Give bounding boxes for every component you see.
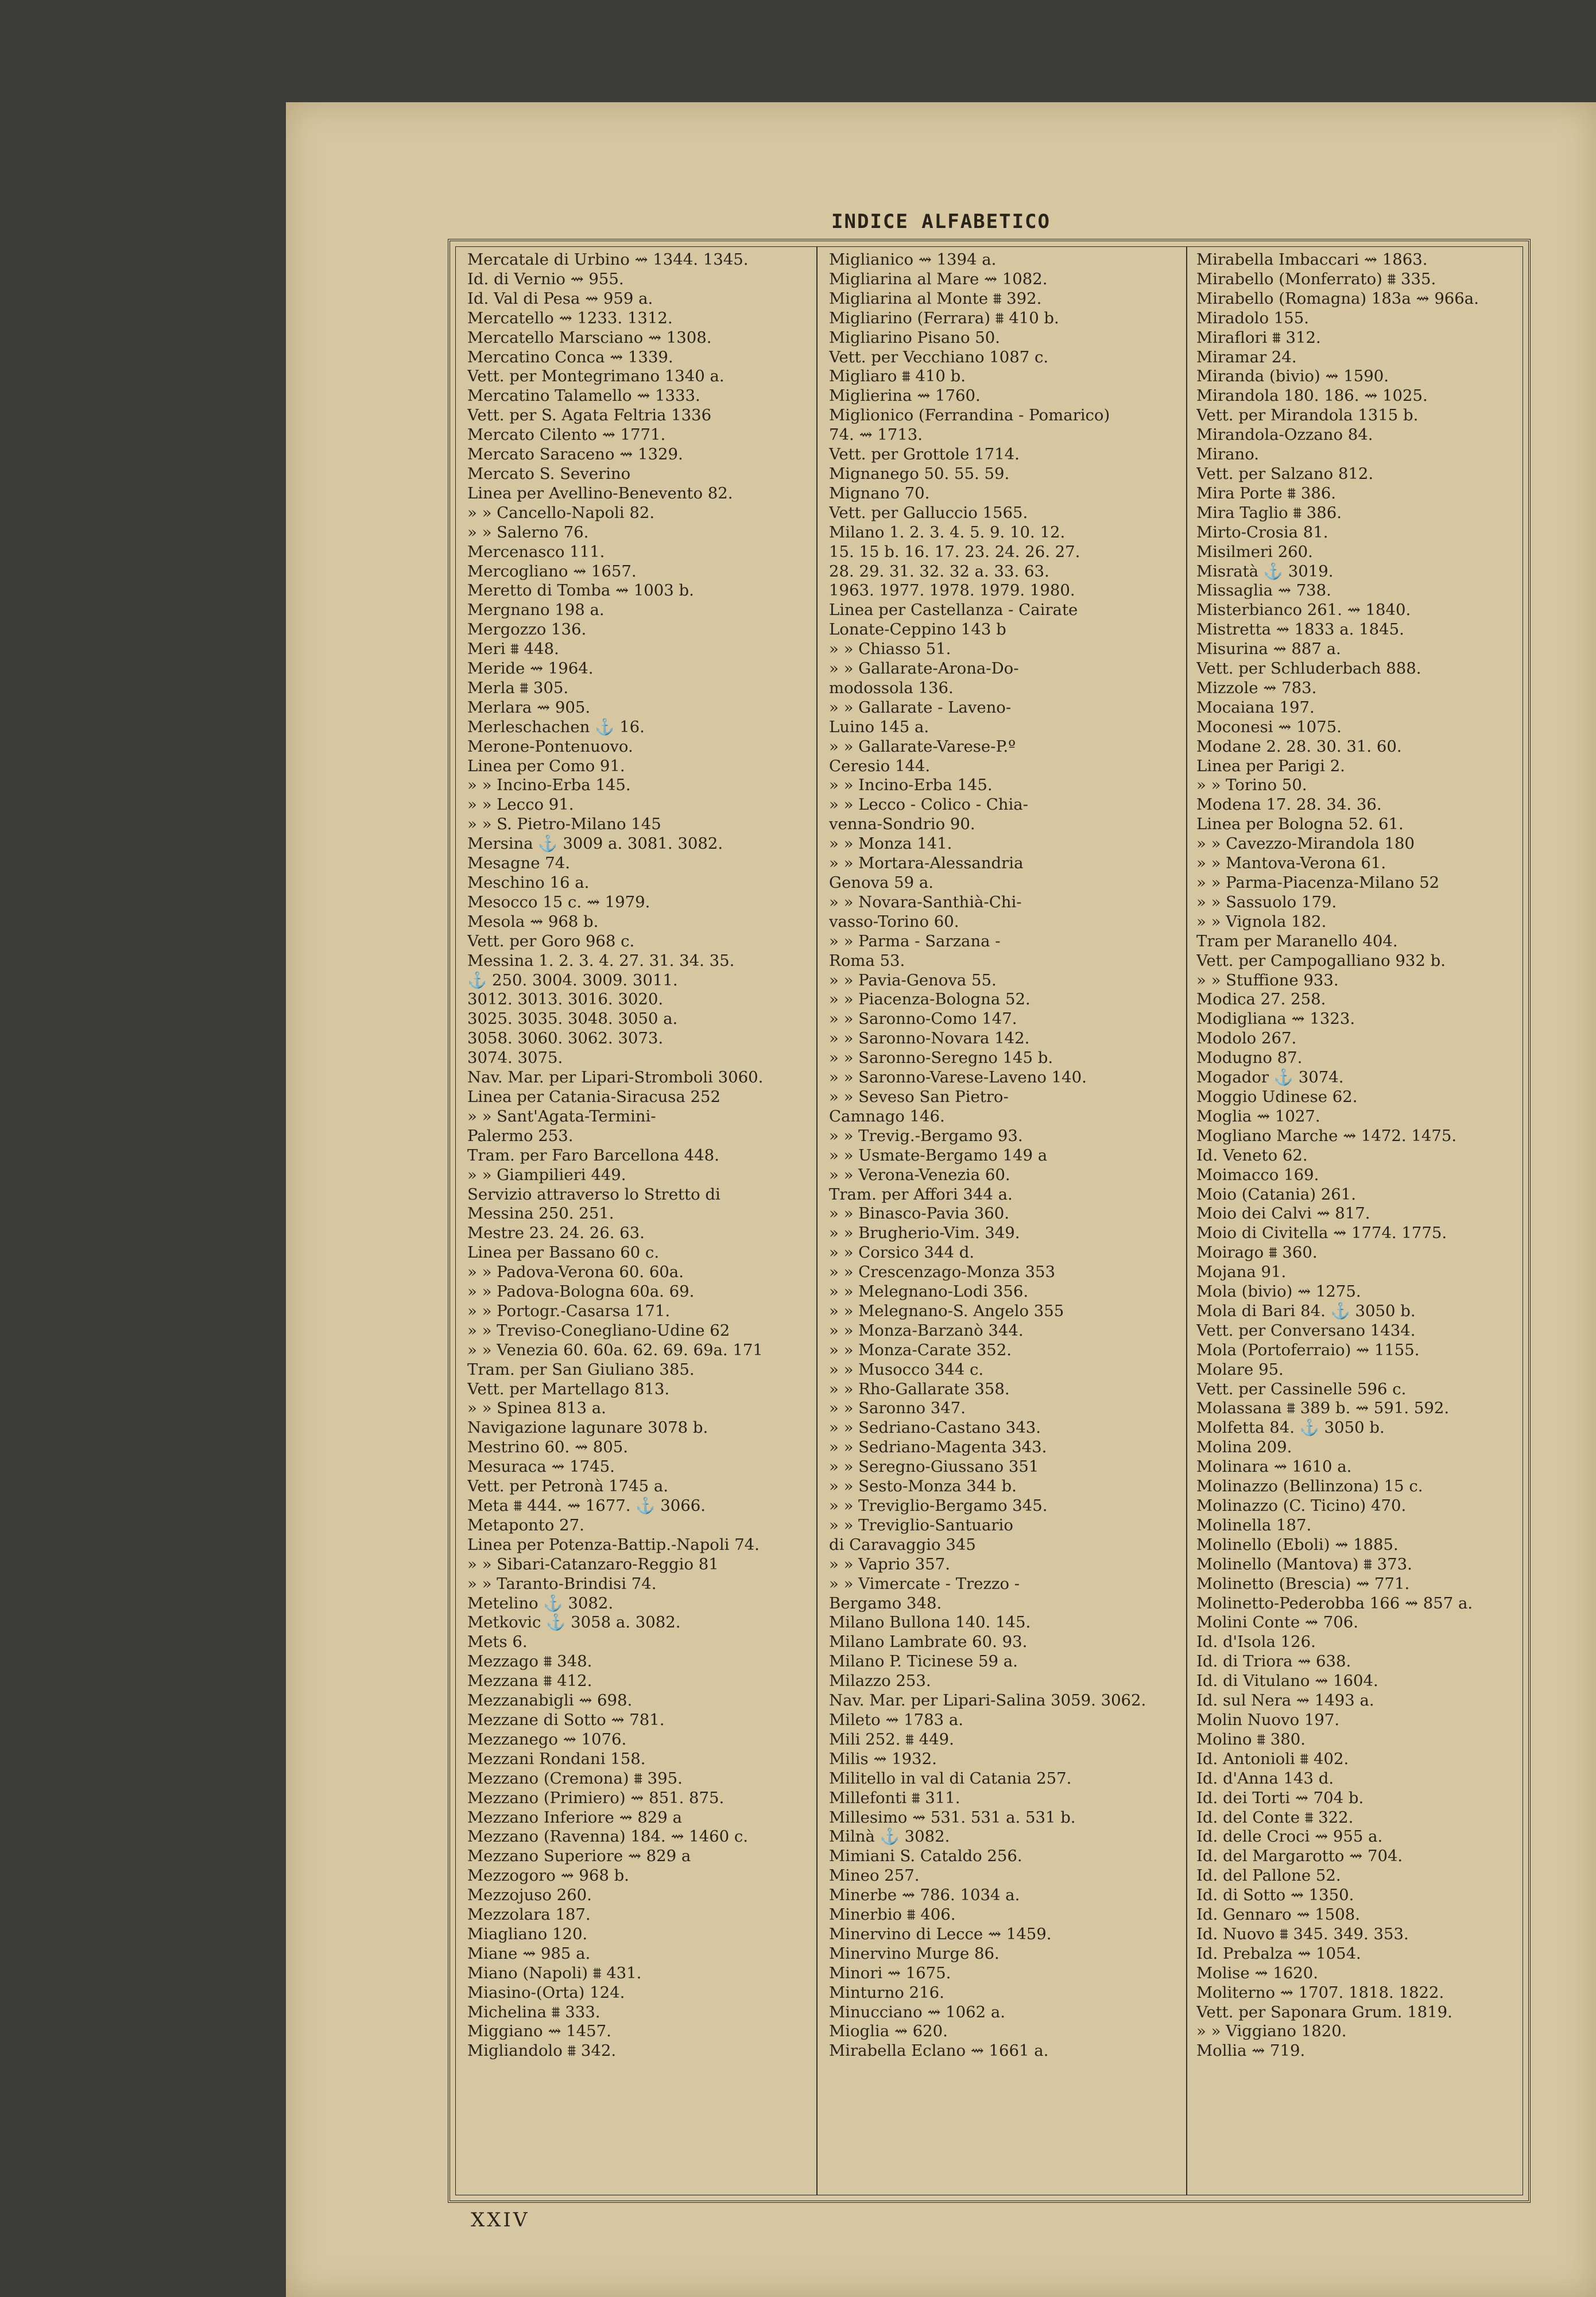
index-entry: Molinello (Eboli) ⇝ 1885. bbox=[1196, 1535, 1399, 1554]
index-entry: Molini Conte ⇝ 706. bbox=[1196, 1613, 1358, 1632]
index-entry: Luino 145 a. bbox=[829, 717, 929, 736]
index-entry: Palermo 253. bbox=[467, 1126, 574, 1145]
index-entry: vasso-Torino 60. bbox=[829, 912, 959, 931]
column-divider bbox=[1186, 247, 1187, 2195]
index-entry: » » Treviso-Conegliano-Udine 62 bbox=[467, 1321, 730, 1340]
index-entry: Mezzago ⩩ 348. bbox=[467, 1652, 592, 1671]
index-entry: Mirano. bbox=[1196, 445, 1260, 464]
index-entry: Genova 59 a. bbox=[829, 873, 934, 892]
index-entry: » » Viggiano 1820. bbox=[1196, 2022, 1347, 2041]
index-entry: Migliarino Pisano 50. bbox=[829, 328, 1001, 347]
index-entry: Meta ⩩ 444. ⇝ 1677. ⚓ 3066. bbox=[467, 1496, 706, 1515]
index-entry: Mersina ⚓ 3009 a. 3081. 3082. bbox=[467, 834, 723, 853]
index-entry: » » Rho-Gallarate 358. bbox=[829, 1379, 1010, 1398]
index-entry: Vett. per S. Agata Feltria 1336 bbox=[467, 406, 712, 425]
index-entry: Miasino-(Orta) 124. bbox=[467, 1983, 625, 2002]
index-entry: Miano (Napoli) ⩩ 431. bbox=[467, 1963, 642, 1982]
index-entry: » » Monza-Carate 352. bbox=[829, 1340, 1012, 1359]
index-entry: » » Piacenza-Bologna 52. bbox=[829, 990, 1031, 1009]
index-entry: Molise ⇝ 1620. bbox=[1196, 1963, 1318, 1982]
index-entry: Migliarina al Monte ⩩ 392. bbox=[829, 289, 1042, 308]
index-entry: Molin Nuovo 197. bbox=[1196, 1710, 1340, 1729]
index-entry: ⚓ 250. 3004. 3009. 3011. bbox=[467, 970, 678, 989]
index-entry: Roma 53. bbox=[829, 951, 905, 970]
index-entry: Mioglia ⇝ 620. bbox=[829, 2022, 948, 2041]
index-entry: Id. di Triora ⇝ 638. bbox=[1196, 1652, 1351, 1671]
index-entry: Misratà ⚓ 3019. bbox=[1196, 562, 1334, 581]
index-entry: » » Vaprio 357. bbox=[829, 1554, 950, 1573]
index-entry: Mercatale di Urbino ⇝ 1344. 1345. bbox=[467, 250, 749, 269]
index-entry: Misterbianco 261. ⇝ 1840. bbox=[1196, 601, 1411, 620]
index-entry: » » Salerno 76. bbox=[467, 523, 589, 542]
index-entry: Vett. per Cassinelle 596 c. bbox=[1196, 1379, 1407, 1398]
index-entry: Mili 252. ⩩ 449. bbox=[829, 1730, 954, 1749]
index-entry: Mirabello (Monferrato) ⩩ 335. bbox=[1196, 269, 1436, 288]
index-entry: Milazzo 253. bbox=[829, 1672, 931, 1691]
index-entry: Migliandolo ⩩ 342. bbox=[467, 2041, 617, 2060]
index-entry: Mojana 91. bbox=[1196, 1263, 1287, 1282]
index-entry: Linea per Parigi 2. bbox=[1196, 756, 1345, 775]
index-entry: Mistretta ⇝ 1833 a. 1845. bbox=[1196, 620, 1404, 639]
index-entry: Bergamo 348. bbox=[829, 1594, 942, 1612]
index-entry: Migliarina al Mare ⇝ 1082. bbox=[829, 269, 1048, 288]
index-entry: » » Melegnano-Lodi 356. bbox=[829, 1282, 1029, 1301]
index-entry: Id. Gennaro ⇝ 1508. bbox=[1196, 1905, 1360, 1924]
index-entry: Linea per Bassano 60 c. bbox=[467, 1243, 660, 1262]
index-entry: Vett. per Grottole 1714. bbox=[829, 445, 1020, 464]
index-entry: » » Padova-Verona 60. 60a. bbox=[467, 1263, 684, 1282]
index-entry: Linea per Potenza-Battip.-Napoli 74. bbox=[467, 1535, 760, 1554]
index-entry: Molinella 187. bbox=[1196, 1515, 1312, 1534]
index-entry: Ceresio 144. bbox=[829, 756, 931, 775]
index-entry: 3025. 3035. 3048. 3050 a. bbox=[467, 1010, 678, 1028]
index-entry: Molinello (Mantova) ⩩ 373. bbox=[1196, 1554, 1412, 1573]
index-entry: Milis ⇝ 1932. bbox=[829, 1749, 937, 1768]
index-entry: Mets 6. bbox=[467, 1633, 528, 1652]
index-entry: Mezzano (Ravenna) 184. ⇝ 1460 c. bbox=[467, 1827, 748, 1846]
index-entry: Miagliano 120. bbox=[467, 1924, 588, 1943]
index-entry: Misurina ⇝ 887 a. bbox=[1196, 640, 1341, 659]
index-entry: Lonate-Ceppino 143 b bbox=[829, 620, 1006, 639]
index-entry: Mocaiana 197. bbox=[1196, 698, 1315, 717]
index-entry: Minerbio ⩩ 406. bbox=[829, 1905, 956, 1924]
index-entry: Merlara ⇝ 905. bbox=[467, 698, 591, 717]
index-entry: Mesagne 74. bbox=[467, 854, 571, 873]
index-entry: Meride ⇝ 1964. bbox=[467, 659, 594, 678]
index-entry: Id. dei Torti ⇝ 704 b. bbox=[1196, 1788, 1364, 1807]
index-entry: Meschino 16 a. bbox=[467, 873, 590, 892]
index-entry: Mignano 70. bbox=[829, 484, 930, 502]
index-entry: » » Chiasso 51. bbox=[829, 640, 951, 659]
index-entry: » » Treviglio-Bergamo 345. bbox=[829, 1496, 1048, 1515]
index-entry: Miradolo 155. bbox=[1196, 308, 1309, 327]
index-entry: Modica 27. 258. bbox=[1196, 990, 1326, 1009]
index-entry: » » Cancello-Napoli 82. bbox=[467, 503, 655, 522]
index-entry: Mollia ⇝ 719. bbox=[1196, 2041, 1306, 2060]
index-entry: Minturno 216. bbox=[829, 1983, 944, 2002]
index-entry: Vett. per Martellago 813. bbox=[467, 1379, 670, 1398]
index-entry: Migliarino (Ferrara) ⩩ 410 b. bbox=[829, 308, 1059, 327]
index-entry: Tram. per Affori 344 a. bbox=[829, 1185, 1013, 1204]
index-entry: Mola di Bari 84. ⚓ 3050 b. bbox=[1196, 1301, 1416, 1320]
index-entry: Meri ⩩ 448. bbox=[467, 640, 559, 659]
index-entry: » » Novara-Santhià-Chi- bbox=[829, 892, 1022, 911]
index-entry: Modena 17. 28. 34. 36. bbox=[1196, 795, 1382, 814]
index-entry: Id. Prebalza ⇝ 1054. bbox=[1196, 1944, 1361, 1963]
index-entry: Mezzolara 187. bbox=[467, 1905, 591, 1924]
index-entry: Vett. per Campogalliano 932 b. bbox=[1196, 951, 1446, 970]
index-entry: Mezzani Rondani 158. bbox=[467, 1749, 646, 1768]
index-entry: Mirabella Imbaccari ⇝ 1863. bbox=[1196, 250, 1428, 269]
index-entry: Mercatino Conca ⇝ 1339. bbox=[467, 347, 673, 366]
index-entry: Id. del Pallone 52. bbox=[1196, 1866, 1341, 1885]
index-entry: » » Brugherio-Vim. 349. bbox=[829, 1224, 1020, 1243]
index-entry: Mimiani S. Cataldo 256. bbox=[829, 1847, 1022, 1866]
index-entry: Id. Veneto 62. bbox=[1196, 1146, 1308, 1165]
index-entry: Mercato Cilento ⇝ 1771. bbox=[467, 426, 666, 444]
index-entry: » » Vimercate - Trezzo - bbox=[829, 1574, 1020, 1593]
index-entry: Vett. per Saponara Grum. 1819. bbox=[1196, 2002, 1452, 2021]
index-entry: Miranda (bivio) ⇝ 1590. bbox=[1196, 367, 1389, 386]
page-number: XXIV bbox=[471, 2209, 530, 2232]
index-entry: Milnà ⚓ 3082. bbox=[829, 1827, 950, 1846]
index-entry: » » Saronno-Seregno 145 b. bbox=[829, 1049, 1053, 1068]
index-entry: 15. 15 b. 16. 17. 23. 24. 26. 27. bbox=[829, 542, 1080, 561]
index-entry: venna-Sondrio 90. bbox=[829, 815, 975, 834]
index-entry: Linea per Como 91. bbox=[467, 756, 625, 775]
index-entry: Molassana ⩩ 389 b. ⇝ 591. 592. bbox=[1196, 1399, 1450, 1418]
index-entry: Mirto-Crosia 81. bbox=[1196, 523, 1328, 542]
index-entry: Metaponto 27. bbox=[467, 1515, 584, 1534]
index-entry: » » Saronno-Varese-Laveno 140. bbox=[829, 1068, 1087, 1087]
index-entry: Linea per Castellanza - Cairate bbox=[829, 601, 1078, 620]
index-entry: Id. del Margarotto ⇝ 704. bbox=[1196, 1847, 1403, 1866]
index-entry: di Caravaggio 345 bbox=[829, 1535, 976, 1554]
index-entry: Moliterno ⇝ 1707. 1818. 1822. bbox=[1196, 1983, 1444, 2002]
index-entry: » » Pavia-Genova 55. bbox=[829, 970, 997, 989]
index-entry: » » Sibari-Catanzaro-Reggio 81 bbox=[467, 1554, 719, 1573]
index-page bbox=[286, 102, 1596, 2297]
index-entry: » » Monza-Barzanò 344. bbox=[829, 1321, 1024, 1340]
index-entry: Nav. Mar. per Lipari-Stromboli 3060. bbox=[467, 1068, 764, 1087]
index-entry: Moglia ⇝ 1027. bbox=[1196, 1107, 1320, 1126]
index-entry: » » Verona-Venezia 60. bbox=[829, 1165, 1010, 1184]
index-entry: » » Saronno 347. bbox=[829, 1399, 966, 1418]
index-entry: » » Venezia 60. 60a. 62. 69. 69a. 171 bbox=[467, 1340, 763, 1359]
index-entry: » » Treviglio-Santuario bbox=[829, 1515, 1013, 1534]
index-entry: 3074. 3075. bbox=[467, 1049, 563, 1068]
index-entry: Mezzano Inferiore ⇝ 829 a bbox=[467, 1808, 682, 1827]
index-entry: Mezzogoro ⇝ 968 b. bbox=[467, 1866, 629, 1885]
index-entry: Minervino di Lecce ⇝ 1459. bbox=[829, 1924, 1052, 1943]
column-divider bbox=[816, 247, 818, 2195]
index-entry: » » Sassuolo 179. bbox=[1196, 892, 1337, 911]
index-entry: Mezzano Superiore ⇝ 829 a bbox=[467, 1847, 691, 1866]
index-entry: Mercato S. Severino bbox=[467, 464, 631, 483]
index-entry: Miramar 24. bbox=[1196, 347, 1297, 366]
index-entry: Mezzanego ⇝ 1076. bbox=[467, 1730, 627, 1749]
index-entry: Id. d'Anna 143 d. bbox=[1196, 1769, 1334, 1788]
index-entry: 1963. 1977. 1978. 1979. 1980. bbox=[829, 581, 1075, 600]
index-entry: Milano Bullona 140. 145. bbox=[829, 1613, 1031, 1632]
index-entry: Modigliana ⇝ 1323. bbox=[1196, 1010, 1355, 1028]
index-entry: Mercato Saraceno ⇝ 1329. bbox=[467, 445, 683, 464]
index-entry: Id. del Conte ⩩ 322. bbox=[1196, 1808, 1354, 1827]
index-entry: Miane ⇝ 985 a. bbox=[467, 1944, 591, 1963]
index-entry: Linea per Avellino-Benevento 82. bbox=[467, 484, 733, 502]
index-entry: Molinetto (Brescia) ⇝ 771. bbox=[1196, 1574, 1410, 1593]
index-entry: Messina 1. 2. 3. 4. 27. 31. 34. 35. bbox=[467, 951, 735, 970]
index-entry: Milano Lambrate 60. 93. bbox=[829, 1633, 1028, 1652]
index-entry: Vett. per Vecchiano 1087 c. bbox=[829, 347, 1049, 366]
index-entry: » » Gallarate-Varese-P.º bbox=[829, 737, 1016, 756]
index-entry: Mezzojuso 260. bbox=[467, 1886, 592, 1905]
index-entry: Id. di Sotto ⇝ 1350. bbox=[1196, 1886, 1354, 1905]
index-entry: » » Gallarate - Laveno- bbox=[829, 698, 1012, 717]
index-entry: modossola 136. bbox=[829, 678, 954, 697]
index-entry: » » Padova-Bologna 60a. 69. bbox=[467, 1282, 695, 1301]
index-entry: 3012. 3013. 3016. 3020. bbox=[467, 990, 664, 1009]
index-entry: Missaglia ⇝ 738. bbox=[1196, 581, 1331, 600]
index-entry: » » Torino 50. bbox=[1196, 776, 1307, 795]
index-entry: Id. di Vernio ⇝ 955. bbox=[467, 269, 624, 288]
index-entry: » » Saronno-Como 147. bbox=[829, 1010, 1017, 1028]
index-entry: » » Lecco - Colico - Chia- bbox=[829, 795, 1028, 814]
index-entry: Merone-Pontenuovo. bbox=[467, 737, 633, 756]
index-entry: Molinazzo (C. Ticino) 470. bbox=[1196, 1496, 1407, 1515]
index-entry: Molina 209. bbox=[1196, 1438, 1292, 1457]
index-frame bbox=[448, 239, 1531, 2203]
index-entry: Mirabello (Romagna) 183a ⇝ 966a. bbox=[1196, 289, 1479, 308]
index-entry: Mestrino 60. ⇝ 805. bbox=[467, 1438, 629, 1457]
index-entry: Id. Antonioli ⩩ 402. bbox=[1196, 1749, 1349, 1768]
index-entry: » » Seregno-Giussano 351 bbox=[829, 1457, 1039, 1476]
index-entry: » » Musocco 344 c. bbox=[829, 1360, 984, 1379]
index-entry: Molinara ⇝ 1610 a. bbox=[1196, 1457, 1352, 1476]
index-entry: 74. ⇝ 1713. bbox=[829, 426, 923, 444]
index-entry: Misilmeri 260. bbox=[1196, 542, 1313, 561]
index-entry: Migliaro ⩩ 410 b. bbox=[829, 367, 966, 386]
index-entry: Milano P. Ticinese 59 a. bbox=[829, 1652, 1018, 1671]
index-entry: Modolo 267. bbox=[1196, 1029, 1297, 1048]
index-entry: Tram. per San Giuliano 385. bbox=[467, 1360, 695, 1379]
index-column-3 bbox=[1196, 250, 1525, 2191]
index-entry: Metelino ⚓ 3082. bbox=[467, 1594, 614, 1612]
index-entry: » » Sedriano-Magenta 343. bbox=[829, 1438, 1047, 1457]
index-entry: Vett. per Conversano 1434. bbox=[1196, 1321, 1416, 1340]
index-entry: » » Taranto-Brindisi 74. bbox=[467, 1574, 657, 1593]
index-entry: Miggiano ⇝ 1457. bbox=[467, 2022, 611, 2041]
index-entry: Minucciano ⇝ 1062 a. bbox=[829, 2002, 1006, 2021]
index-entry: » » Gallarate-Arona-Do- bbox=[829, 659, 1019, 678]
index-entry: » » Cavezzo-Mirandola 180 bbox=[1196, 834, 1415, 853]
index-entry: Michelina ⩩ 333. bbox=[467, 2002, 601, 2021]
index-entry: Moirago ⩩ 360. bbox=[1196, 1243, 1318, 1262]
index-entry: » » Giampilieri 449. bbox=[467, 1165, 626, 1184]
index-entry: Mirandola-Ozzano 84. bbox=[1196, 426, 1373, 444]
index-entry: Mercogliano ⇝ 1657. bbox=[467, 562, 637, 581]
index-entry: 3058. 3060. 3062. 3073. bbox=[467, 1029, 664, 1048]
index-entry: » » Crescenzago-Monza 353 bbox=[829, 1263, 1055, 1282]
index-entry: Minerbe ⇝ 786. 1034 a. bbox=[829, 1886, 1020, 1905]
index-entry: Mesocco 15 c. ⇝ 1979. bbox=[467, 892, 650, 911]
index-entry: Mercatello Marsciano ⇝ 1308. bbox=[467, 328, 712, 347]
index-entry: Moio di Civitella ⇝ 1774. 1775. bbox=[1196, 1224, 1447, 1243]
index-entry: Molfetta 84. ⚓ 3050 b. bbox=[1196, 1418, 1385, 1437]
index-entry: Id. delle Croci ⇝ 955 a. bbox=[1196, 1827, 1383, 1846]
index-entry: » » Trevig.-Bergamo 93. bbox=[829, 1126, 1023, 1145]
index-entry: Servizio attraverso lo Stretto di bbox=[467, 1185, 720, 1204]
index-entry: Mirandola 180. 186. ⇝ 1025. bbox=[1196, 386, 1428, 405]
index-entry: Id. Nuovo ⩩ 345. 349. 353. bbox=[1196, 1924, 1409, 1943]
index-entry: Modugno 87. bbox=[1196, 1049, 1303, 1068]
index-entry: Mercatello ⇝ 1233. 1312. bbox=[467, 308, 673, 327]
index-entry: Mogador ⚓ 3074. bbox=[1196, 1068, 1344, 1087]
index-entry: » » Binasco-Pavia 360. bbox=[829, 1204, 1009, 1223]
index-entry: Moio (Catania) 261. bbox=[1196, 1185, 1357, 1204]
index-entry: Vett. per Schluderbach 888. bbox=[1196, 659, 1421, 678]
index-entry: Mira Porte ⩩ 386. bbox=[1196, 484, 1337, 502]
index-entry: Mercatino Talamello ⇝ 1333. bbox=[467, 386, 700, 405]
index-entry: Mezzano (Primiero) ⇝ 851. 875. bbox=[467, 1788, 725, 1807]
index-entry: » » Saronno-Novara 142. bbox=[829, 1029, 1030, 1048]
index-entry: Miglierina ⇝ 1760. bbox=[829, 386, 981, 405]
index-entry: Mesola ⇝ 968 b. bbox=[467, 912, 599, 931]
index-entry: » » Incino-Erba 145. bbox=[467, 776, 631, 795]
index-entry: Milano 1. 2. 3. 4. 5. 9. 10. 12. bbox=[829, 523, 1066, 542]
index-entry: Id. Val di Pesa ⇝ 959 a. bbox=[467, 289, 653, 308]
index-entry: Mergozzo 136. bbox=[467, 620, 587, 639]
index-entry: » » Lecco 91. bbox=[467, 795, 574, 814]
index-entry: Vett. per Mirandola 1315 b. bbox=[1196, 406, 1419, 425]
index-entry: » » Vignola 182. bbox=[1196, 912, 1327, 931]
index-entry: » » Mantova-Verona 61. bbox=[1196, 854, 1386, 873]
index-entry: Moio dei Calvi ⇝ 817. bbox=[1196, 1204, 1370, 1223]
index-entry: Miglionico (Ferrandina - Pomarico) bbox=[829, 406, 1110, 425]
index-entry: Moimacco 169. bbox=[1196, 1165, 1319, 1184]
index-entry: Miglianico ⇝ 1394 a. bbox=[829, 250, 997, 269]
index-entry: Vett. per Montegrimano 1340 a. bbox=[467, 367, 725, 386]
index-entry: Mileto ⇝ 1783 a. bbox=[829, 1710, 964, 1729]
index-entry: » » Seveso San Pietro- bbox=[829, 1087, 1009, 1106]
index-entry: » » Monza 141. bbox=[829, 834, 952, 853]
index-entry: Mogliano Marche ⇝ 1472. 1475. bbox=[1196, 1126, 1457, 1145]
index-entry: Vett. per Salzano 812. bbox=[1196, 464, 1374, 483]
index-entry: Metkovic ⚓ 3058 a. 3082. bbox=[467, 1613, 681, 1632]
index-entry: Modane 2. 28. 30. 31. 60. bbox=[1196, 737, 1402, 756]
index-entry: Linea per Bologna 52. 61. bbox=[1196, 815, 1404, 834]
index-entry: » » S. Pietro-Milano 145 bbox=[467, 815, 661, 834]
index-entry: Moggio Udinese 62. bbox=[1196, 1087, 1358, 1106]
index-entry: Mira Taglio ⩩ 386. bbox=[1196, 503, 1342, 522]
index-entry: » » Parma - Sarzana - bbox=[829, 931, 1001, 950]
index-entry: Camnago 146. bbox=[829, 1107, 945, 1126]
index-column-1 bbox=[467, 250, 806, 2191]
index-entry: Mesuraca ⇝ 1745. bbox=[467, 1457, 615, 1476]
index-entry: Minervino Murge 86. bbox=[829, 1944, 1000, 1963]
index-entry: » » Incino-Erba 145. bbox=[829, 776, 993, 795]
index-entry: Mezzana ⩩ 412. bbox=[467, 1672, 592, 1691]
index-entry: Mezzanabigli ⇝ 698. bbox=[467, 1691, 633, 1710]
index-entry: Minori ⇝ 1675. bbox=[829, 1963, 951, 1982]
index-entry: Vett. per Petronà 1745 a. bbox=[467, 1477, 668, 1496]
index-entry: » » Usmate-Bergamo 149 a bbox=[829, 1146, 1048, 1165]
index-entry: » » Parma-Piacenza-Milano 52 bbox=[1196, 873, 1440, 892]
index-entry: » » Sant'Agata-Termini- bbox=[467, 1107, 656, 1126]
index-entry: Mergnano 198 a. bbox=[467, 601, 605, 620]
index-entry: Merla ⩩ 305. bbox=[467, 678, 569, 697]
index-entry: Messina 250. 251. bbox=[467, 1204, 614, 1223]
index-entry: Mola (bivio) ⇝ 1275. bbox=[1196, 1282, 1361, 1301]
index-entry: » » Sesto-Monza 344 b. bbox=[829, 1477, 1017, 1496]
index-entry: Mirabella Eclano ⇝ 1661 a. bbox=[829, 2041, 1049, 2060]
index-entry: Mercenasco 111. bbox=[467, 542, 605, 561]
index-entry: Molinetto-Pederobba 166 ⇝ 857 a. bbox=[1196, 1594, 1473, 1612]
page-header: INDICE ALFABETICO bbox=[831, 210, 1051, 233]
index-entry: » » Corsico 344 d. bbox=[829, 1243, 975, 1262]
index-entry: Mola (Portoferraio) ⇝ 1155. bbox=[1196, 1340, 1420, 1359]
index-entry: » » Spinea 813 a. bbox=[467, 1399, 606, 1418]
index-entry: Tram. per Faro Barcellona 448. bbox=[467, 1146, 719, 1165]
index-entry: Id. sul Nera ⇝ 1493 a. bbox=[1196, 1691, 1374, 1710]
index-entry: » » Sedriano-Castano 343. bbox=[829, 1418, 1041, 1437]
index-entry: Molinazzo (Bellinzona) 15 c. bbox=[1196, 1477, 1423, 1496]
index-entry: Id. d'Isola 126. bbox=[1196, 1633, 1316, 1652]
index-entry: Mizzole ⇝ 783. bbox=[1196, 678, 1317, 697]
index-entry: Miraflori ⩩ 312. bbox=[1196, 328, 1321, 347]
index-entry: Vett. per Goro 968 c. bbox=[467, 931, 635, 950]
index-entry: Millesimo ⇝ 531. 531 a. 531 b. bbox=[829, 1808, 1076, 1827]
index-entry: Millefonti ⩩ 311. bbox=[829, 1788, 960, 1807]
index-entry: Linea per Catania-Siracusa 252 bbox=[467, 1087, 721, 1106]
index-entry: Mezzane di Sotto ⇝ 781. bbox=[467, 1710, 665, 1729]
index-entry: Nav. Mar. per Lipari-Salina 3059. 3062. bbox=[829, 1691, 1146, 1710]
index-entry: Vett. per Galluccio 1565. bbox=[829, 503, 1028, 522]
index-entry: Mineo 257. bbox=[829, 1866, 920, 1885]
index-entry: » » Portogr.-Casarsa 171. bbox=[467, 1301, 671, 1320]
index-entry: Merleschachen ⚓ 16. bbox=[467, 717, 645, 736]
index-entry: » » Mortara-Alessandria bbox=[829, 854, 1024, 873]
index-entry: Molino ⩩ 380. bbox=[1196, 1730, 1306, 1749]
index-entry: Meretto di Tomba ⇝ 1003 b. bbox=[467, 581, 694, 600]
index-entry: Mezzano (Cremona) ⩩ 395. bbox=[467, 1769, 683, 1788]
index-entry: Mignanego 50. 55. 59. bbox=[829, 464, 1010, 483]
index-entry: » » Stuffione 933. bbox=[1196, 970, 1339, 989]
index-column-2 bbox=[829, 250, 1173, 2191]
index-entry: » » Melegnano-S. Angelo 355 bbox=[829, 1301, 1064, 1320]
index-entry: Tram per Maranello 404. bbox=[1196, 931, 1398, 950]
index-entry: Molare 95. bbox=[1196, 1360, 1284, 1379]
index-entry: 28. 29. 31. 32. 32 a. 33. 63. bbox=[829, 562, 1049, 581]
index-entry: Moconesi ⇝ 1075. bbox=[1196, 717, 1342, 736]
index-entry: Militello in val di Catania 257. bbox=[829, 1769, 1072, 1788]
index-entry: Mestre 23. 24. 26. 63. bbox=[467, 1224, 645, 1243]
index-entry: Navigazione lagunare 3078 b. bbox=[467, 1418, 708, 1437]
index-entry: Id. di Vitulano ⇝ 1604. bbox=[1196, 1672, 1378, 1691]
